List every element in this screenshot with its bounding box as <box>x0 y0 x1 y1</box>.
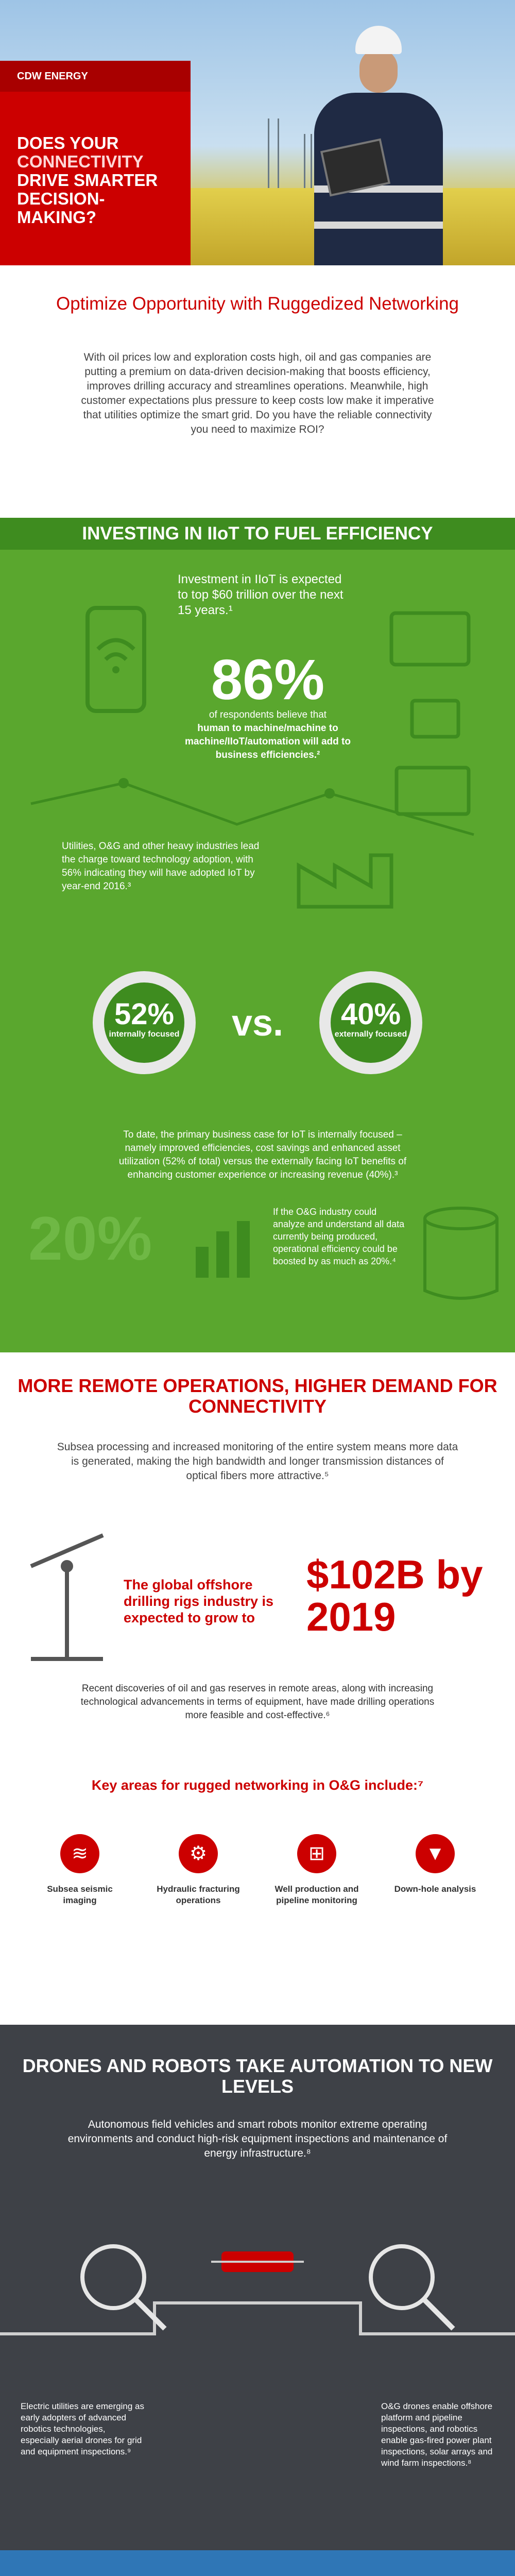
iiot-investment: Investment in IIoT is expected to top $60 trillion over the next 15 years.¹ <box>178 572 344 617</box>
hero-question-post: DRIVE SMARTER DECISION-MAKING? <box>17 171 158 227</box>
drones-utilities: Electric utilities are emerging as early adopters of advanced robotics technologies, especially aerial drones for grid and equipment inspections.⁹ <box>21 2401 144 2456</box>
remote-heading: MORE REMOTE OPERATIONS, HIGHER DEMAND FOR CONNECTIVITY <box>18 1375 497 1417</box>
hydraulic-icon: ⚙ <box>179 1834 218 1873</box>
key-area <box>273 1834 360 1906</box>
internal-value: 52% <box>114 997 175 1031</box>
factory-icon <box>288 835 484 917</box>
wifi-phone-icon <box>67 577 165 762</box>
brand-name: CDW ENERGY <box>17 71 88 82</box>
offshore-body: Recent discoveries of oil and gas reserves in remote areas, along with increasing technological advancements in terms of equipment, have made drilling operations more feasible and cost-effective.⁶ <box>80 1683 435 1721</box>
key-area-label: Down-hole analysis <box>394 1884 476 1894</box>
stat-86-block <box>170 648 366 762</box>
keys-title: Key areas for rugged networking in O&G include:⁷ <box>91 1777 424 1793</box>
hero-question-pre: DOES YOUR <box>17 133 119 152</box>
internal-label: internally focused <box>109 1030 180 1039</box>
pipeline-icon: ⊞ <box>297 1834 336 1873</box>
intro-title: Optimize Opportunity with Ruggedized Networking <box>56 294 459 314</box>
intro-body: With oil prices low and exploration costs high, oil and gas companies are putting a premium on data-driven decision-making that boosts efficiency, improves drilling accuracy and streamlines operations. Meanwhile, high customer expectations plus pressure to keep costs low make it imperative that utilities optimize the smart grid. Do you have the reliable connectivity you need to maximize ROI? <box>81 351 434 435</box>
key-area <box>391 1834 479 1895</box>
hero-question <box>17 134 182 227</box>
link-section <box>0 2550 515 2576</box>
chart-icon <box>191 1216 258 1283</box>
external-ring <box>319 971 422 1074</box>
boost-value: 20% <box>28 1204 152 1273</box>
iiot-heading: INVESTING IN IIoT TO FUEL EFFICIENCY <box>0 518 515 550</box>
key-area-label: Well production and pipeline monitoring <box>274 1884 359 1905</box>
pump-jack-icon <box>21 1504 113 1669</box>
key-area <box>154 1834 242 1906</box>
stat-86-value: 86% <box>211 648 325 711</box>
remote-body: Subsea processing and increased monitoring of the entire system means more data is generated, making the high bandwidth and longer transmission distances of optical fibers more attractive.⁵ <box>57 1441 458 1482</box>
key-area <box>36 1834 124 1906</box>
drone-inspection-graphic <box>0 2200 515 2396</box>
hero-question-highlight: CONNECTIVITY <box>17 152 144 171</box>
iiot-primary-case: To date, the primary business case for IoT is internally focused – namely improved efficiencies, cost savings and enhanced asset utilization (52% of total) versus the externally facing IoT benefits of enhancing customer experience or increasing revenue (40%).³ <box>118 1129 407 1180</box>
stat-86-bold: human to machine/machine to machine/IIoT/automation will add to business efficiencies.² <box>185 723 351 760</box>
external-label: externally focused <box>334 1030 407 1039</box>
seismic-icon: ≋ <box>60 1834 99 1873</box>
key-area-label: Hydraulic fracturing operations <box>157 1884 240 1905</box>
iiot-adoption: Utilities, O&G and other heavy industries lead the charge toward technology adoption, with 56% indicating they will have adopted IoT by year-end 2016.³ <box>62 841 260 892</box>
worker-photo <box>294 15 453 265</box>
derrick-graphic <box>268 118 279 196</box>
offshore-amount: $102B by 2019 <box>306 1552 483 1639</box>
downhole-icon: ▼ <box>416 1834 455 1873</box>
internal-ring <box>93 971 196 1074</box>
key-area-label: Subsea seismic imaging <box>47 1884 113 1905</box>
vs-text: vs. <box>231 1003 284 1044</box>
drones-body: Autonomous field vehicles and smart robots monitor extreme operating environments and conduct high-risk equipment inspections and maintenance of energy infrastructure.⁸ <box>67 2119 448 2159</box>
boost-text: If the O&G industry could analyze and understand all data currently being produced, operational efficiency could be boosted by as much as 20%.⁴ <box>273 1207 405 1266</box>
drones-heading: DRONES AND ROBOTS TAKE AUTOMATION TO NEW LEVELS <box>22 2055 493 2097</box>
external-value: 40% <box>340 997 401 1031</box>
stat-86-text: of respondents believe that <box>209 709 327 720</box>
drones-og: O&G drones enable offshore platform and pipeline inspections, and robotics enable gas-fired power plant inspections, solar arrays and wind farm inspections.⁸ <box>381 2401 493 2468</box>
offshore-heading: The global offshore drilling rigs industry is expected to grow to <box>124 1577 274 1625</box>
data-stack-icon <box>420 1203 502 1306</box>
